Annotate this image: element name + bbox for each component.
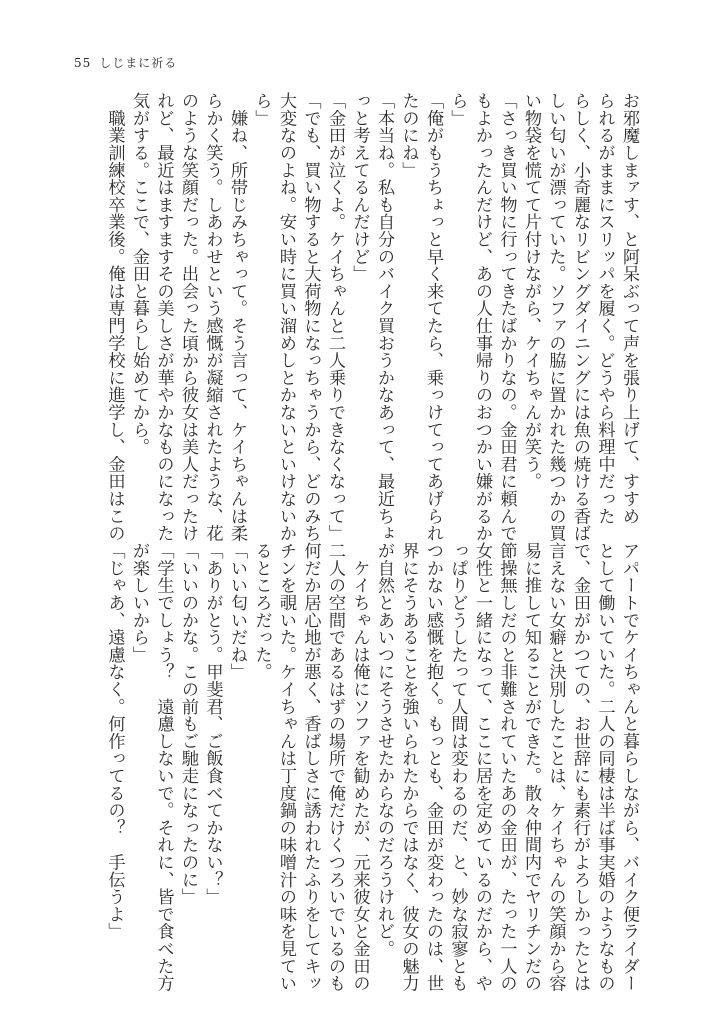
text-line: が自然とあいつにそうさせたからなのだろうけれど。 <box>374 542 394 958</box>
text-line: っぱりどうしたって人間は変わるのだ、と、妙な寂寥とも <box>447 542 468 992</box>
running-header <box>74 54 177 71</box>
text-line: で、金田がかつての、お世辞にも素行がよろしかったとは <box>570 542 590 992</box>
text-line: 「本当ね。私も自分のバイク買おうかなあって、最近ちょ <box>374 92 394 542</box>
book-title: しじまに祈る <box>99 56 178 70</box>
text-line: れど、最近はますますその美しさが華やかなものになった <box>153 92 174 542</box>
text-line: 節操無しだのと非難されていたあの金田が、たった一人の <box>496 542 517 992</box>
text-line: 「俺がもうちょっと早く来てたら、乗っけてってあげられ <box>423 92 443 542</box>
text-line: 大変なのよね。安い時に買い溜めしとかないといけないか <box>276 92 296 542</box>
text-line: つかない感慨を抱く。もっとも、金田が変わったのは、世 <box>423 542 443 992</box>
text-line: 「ありがとう。甲斐君、ご飯食べてかない？」 <box>202 542 223 906</box>
text-line: っと考えてるんだけど」 <box>349 92 370 283</box>
text-line: 二人の空間であるはずの場所で俺だけくつろいでいるのも <box>325 542 345 992</box>
text-line: らしく、小奇麗なリビングダイニングには魚の焼ける香ば <box>570 92 590 542</box>
text-line: もよかったんだけど、あの人仕事帰りのおつかい嫌がるか <box>472 92 492 542</box>
text-line: 「じゃあ、遠慮なく。何作ってるの？ 手伝うよ」 <box>104 542 125 940</box>
text-line: アパートでケイちゃんと暮らしながら、バイク便ライダー <box>619 542 639 992</box>
text-line: 職業訓練校卒業後。俺は専門学校に進学し、金田はこの <box>104 92 125 542</box>
text-line: 「金田が泣くよ。ケイちゃんと二人乗りできなくなって」 <box>325 92 345 542</box>
text-line: ケイちゃんは俺にソファを勧めたが、元来彼女と金田の <box>349 542 370 992</box>
text-line: ら」 <box>447 92 468 127</box>
text-line: 「いい匂いだね」 <box>227 542 247 681</box>
text-line: お邪魔しまァす、と阿呆ぶって声を張り上げて、すすめ <box>619 92 639 525</box>
text-line: が楽しいから」 <box>129 542 149 664</box>
text-block-top <box>101 92 641 542</box>
text-line: るところだった。 <box>251 542 272 681</box>
text-line: 女性と一緒になって、ここに居を定めているのだから、や <box>472 542 492 992</box>
text-line: 「さっき買い物に行ってきたばかりなの。金田君に頼んで <box>496 92 517 542</box>
text-line: たのにね」 <box>398 92 419 179</box>
text-line: 言えない女癖と決別したことは、ケイちゃんの笑顔から容 <box>545 542 566 992</box>
text-line: 「学生でしょう？ 遠慮しないで。それに、皆で食べた方 <box>153 542 174 992</box>
text-line: のような笑顔だった。出会った頃から彼女は美人だったけ <box>178 92 198 542</box>
text-line: として働いていた。二人の同棲は半ば事実婚のようなもの <box>594 542 615 992</box>
text-line: 「いいのかな。この前もご馳走になったのに」 <box>178 542 198 906</box>
text-line: られるがままにスリッパを履く。どうやら料理中だった <box>594 92 615 525</box>
text-line: 易に推して知ることができた。散々仲間内でヤリチンだの <box>521 542 541 992</box>
text-line: チンを覗いた。ケイちゃんは丁度鍋の味噌汁の味を見てい <box>276 542 296 992</box>
text-line: 嫌ね、所帯じみちゃって。そう言って、ケイちゃんは柔 <box>227 92 247 542</box>
text-block-bottom <box>101 542 641 992</box>
text-line: 界にそうあることを強いられたからではなく、彼女の魅力 <box>398 542 419 992</box>
page-number: 55 <box>74 56 92 70</box>
text-line: らかく笑う。しあわせという感慨が凝縮されたような、花 <box>202 92 223 542</box>
text-line: ら」 <box>251 92 272 127</box>
text-line: 何だか居心地が悪く、香ばしさに誘われたふりをしてキッ <box>300 542 321 992</box>
text-line: しい匂いが漂っていた。ソファの脇に置かれた幾つかの買 <box>545 92 566 542</box>
text-line: い物袋を慌てて片付けながら、ケイちゃんが笑う。 <box>521 92 541 490</box>
text-line: 気がする。ここで、金田と暮らし始めてから。 <box>129 92 149 456</box>
text-line: 「でも、買い物すると大荷物になっちゃうから、どのみち <box>300 92 321 542</box>
